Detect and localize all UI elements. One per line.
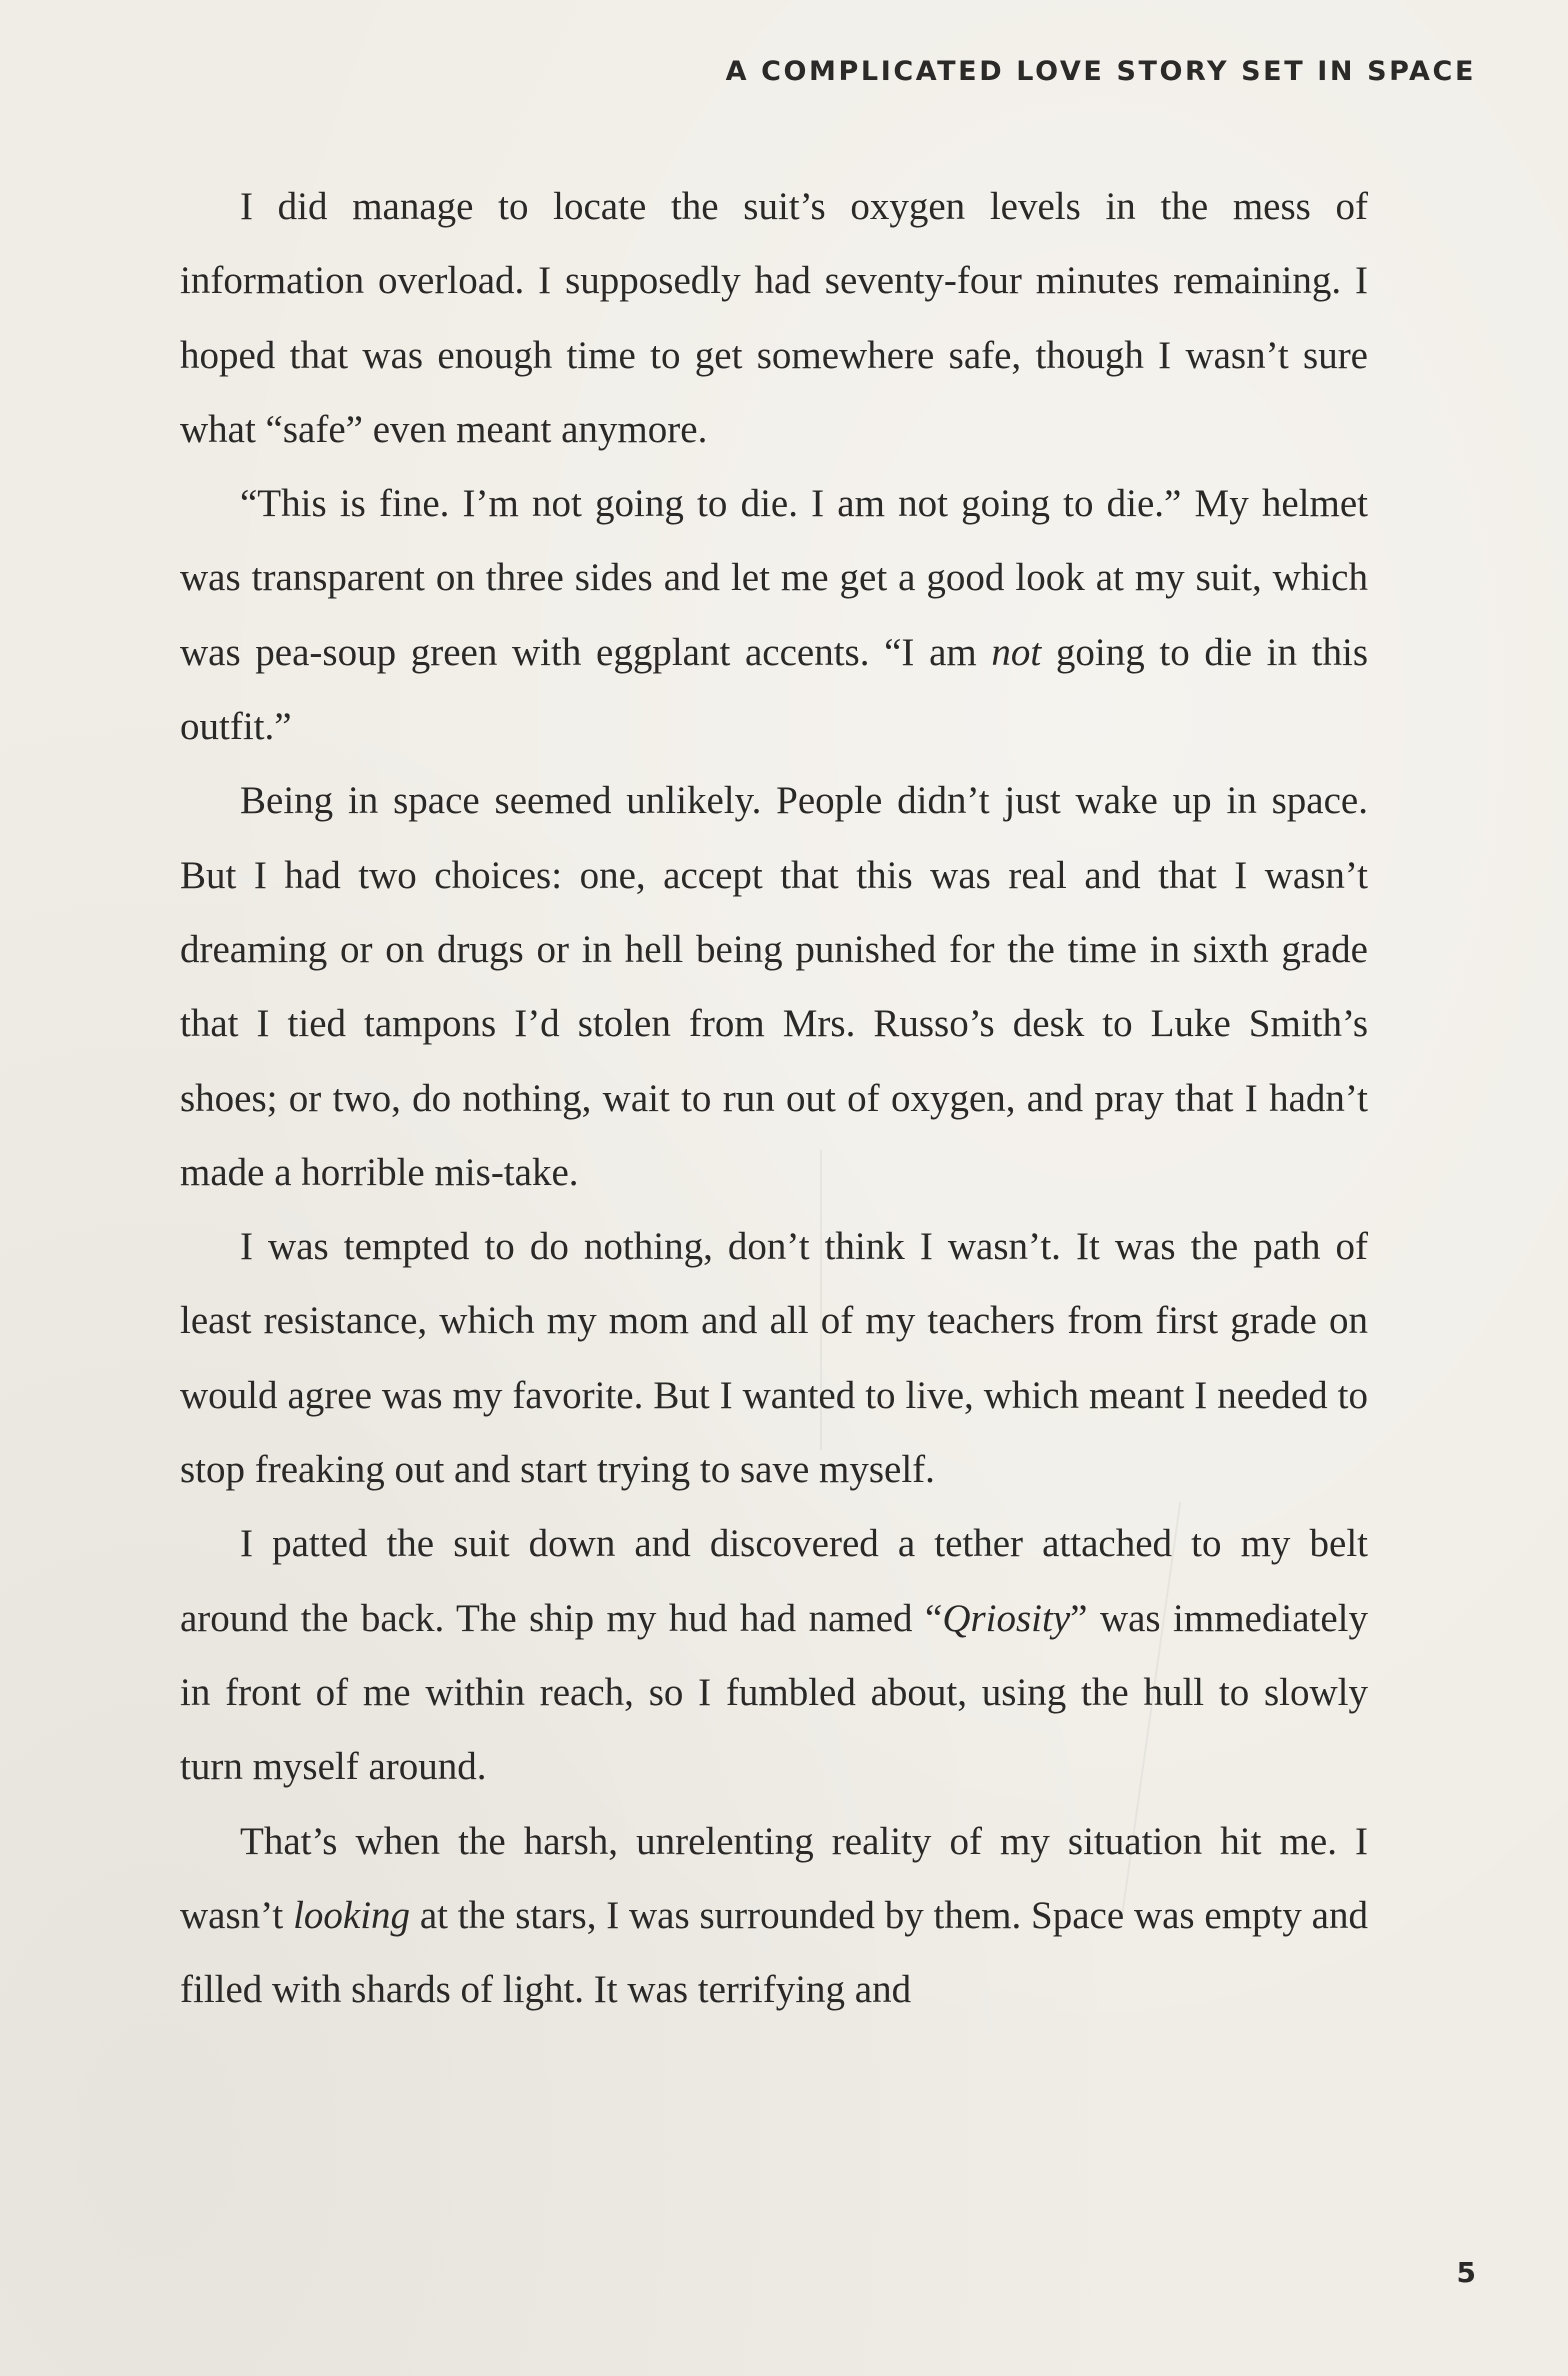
paragraph bbox=[180, 170, 1368, 467]
text-run: That’s when the harsh, unrelenting reality of my situation hit me. I wasn’t bbox=[180, 1819, 1368, 1937]
paragraph bbox=[180, 1210, 1368, 1507]
paragraph bbox=[180, 1805, 1368, 2028]
text-run: at the stars, I was surrounded by them. Space was empty and filled with shards of light. It was terrifying and bbox=[180, 1893, 1368, 2012]
text-run: “This is fine. I’m not going to die. I am not going to die.” My helmet was transparent on three sides and let me get a good look at my suit, which was pea-soup green with eggplant accents. “I am bbox=[180, 482, 1368, 674]
text-run: I was tempted to do nothing, don’t think I wasn’t. It was the path of least resistance, which my mom and all of my teachers from first grade on would agree was my favorite. But I wanted to live, which meant I needed to stop freaking out and start trying to save myself. bbox=[180, 1225, 1368, 1492]
paragraph bbox=[180, 764, 1368, 1210]
italic-text-run: Qriosity bbox=[942, 1596, 1071, 1640]
body-text bbox=[180, 170, 1368, 2027]
paragraph bbox=[180, 467, 1368, 764]
text-run: going to die in this outfit.” bbox=[180, 630, 1368, 749]
text-run: I did manage to locate the suit’s oxygen levels in the mess of information overload. I supposedly had seventy-four minutes remaining. I hoped that was enough time to get somewhere safe, though I wasn’t sure what “safe” even meant anymore. bbox=[180, 185, 1368, 451]
text-run: Being in space seemed unlikely. People didn’t just wake up in space. But I had two choices: one, accept that this was real and that I wasn’t dreaming or on drugs or in hell being punished for the time in sixth grade that I tied tampons I’d stolen from Mrs. Russo’s desk to Luke Smith’s shoes; or two, do nothing, wait to run out of oxygen, and pray that I hadn’t made a horrible mis-take. bbox=[180, 779, 1368, 1194]
italic-text-run: looking bbox=[293, 1893, 411, 1937]
text-run: ” was immediately in front of me within reach, so I fumbled about, using the hull to slowly turn myself around. bbox=[180, 1596, 1369, 1789]
running-head: A COMPLICATED LOVE STORY SET IN SPACE bbox=[725, 56, 1476, 87]
paragraph bbox=[180, 1507, 1368, 1804]
text-run: I patted the suit down and discovered a tether attached to my belt around the back. The ship my hud had named “ bbox=[180, 1522, 1368, 1640]
page-number: 5 bbox=[1456, 2256, 1476, 2289]
italic-text-run: not bbox=[991, 630, 1042, 674]
